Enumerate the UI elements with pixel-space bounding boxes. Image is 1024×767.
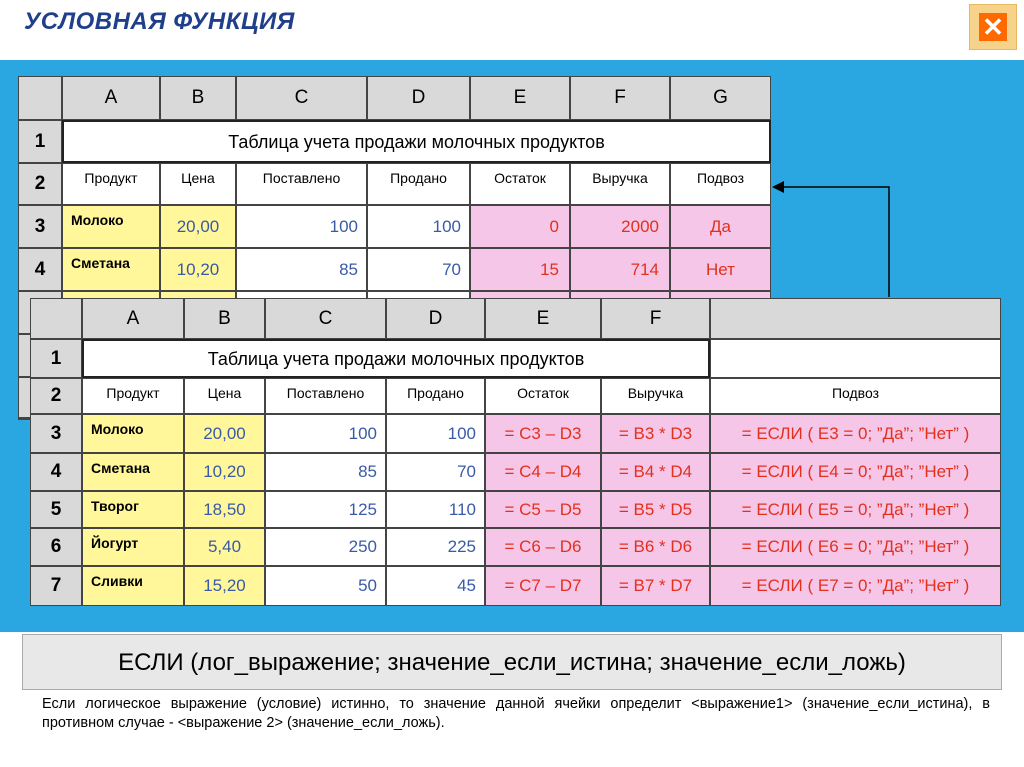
data-cell[interactable]: = ЕСЛИ ( E5 = 0; ”Да”; ”Нет” ) (710, 491, 1001, 528)
data-cell[interactable]: = ЕСЛИ ( E7 = 0; ”Да”; ”Нет” ) (710, 566, 1001, 606)
row-header[interactable]: 1 (30, 339, 82, 378)
page-title: УСЛОВНАЯ ФУНКЦИЯ (24, 8, 295, 35)
close-icon: ✕ (979, 13, 1007, 41)
data-cell[interactable]: Молоко (62, 205, 160, 248)
row-header[interactable]: 2 (18, 163, 62, 205)
row-header[interactable]: 5 (30, 491, 82, 528)
column-header[interactable]: F (570, 76, 670, 120)
data-cell[interactable]: = B6 * D6 (601, 528, 710, 566)
data-cell[interactable]: Сметана (82, 453, 184, 491)
data-cell[interactable]: 18,50 (184, 491, 265, 528)
corner-cell[interactable] (30, 298, 82, 339)
column-header[interactable]: B (160, 76, 236, 120)
data-cell[interactable]: 100 (236, 205, 367, 248)
data-cell[interactable]: Йогурт (82, 528, 184, 566)
row-header[interactable]: 4 (30, 453, 82, 491)
data-cell[interactable]: Творог (82, 491, 184, 528)
column-label[interactable]: Подвоз (670, 163, 771, 205)
data-cell[interactable]: 10,20 (160, 248, 236, 291)
data-cell[interactable]: 714 (570, 248, 670, 291)
data-cell[interactable]: Да (670, 205, 771, 248)
column-header[interactable]: A (82, 298, 184, 339)
table-title[interactable]: Таблица учета продажи молочных продуктов (82, 339, 710, 378)
column-label[interactable]: Цена (160, 163, 236, 205)
data-cell[interactable]: 100 (367, 205, 470, 248)
column-header[interactable]: E (470, 76, 570, 120)
data-cell[interactable]: = C4 – D4 (485, 453, 601, 491)
column-header[interactable]: D (386, 298, 485, 339)
column-label[interactable]: Поставлено (265, 378, 386, 414)
data-cell[interactable]: = C7 – D7 (485, 566, 601, 606)
data-cell[interactable]: 250 (265, 528, 386, 566)
data-cell[interactable]: 10,20 (184, 453, 265, 491)
data-cell[interactable]: 125 (265, 491, 386, 528)
column-label[interactable]: Остаток (485, 378, 601, 414)
column-label[interactable]: Выручка (570, 163, 670, 205)
data-cell[interactable]: = B4 * D4 (601, 453, 710, 491)
column-label[interactable]: Цена (184, 378, 265, 414)
column-header[interactable]: E (485, 298, 601, 339)
column-header[interactable]: C (265, 298, 386, 339)
column-header[interactable]: A (62, 76, 160, 120)
data-cell[interactable]: = B5 * D5 (601, 491, 710, 528)
data-cell[interactable]: 70 (386, 453, 485, 491)
row-header[interactable]: 4 (18, 248, 62, 291)
column-label[interactable]: Выручка (601, 378, 710, 414)
column-header[interactable]: B (184, 298, 265, 339)
data-cell[interactable]: 2000 (570, 205, 670, 248)
data-cell[interactable]: 20,00 (184, 414, 265, 453)
column-header[interactable]: D (367, 76, 470, 120)
column-header[interactable]: G (670, 76, 771, 120)
data-cell[interactable]: = ЕСЛИ ( E4 = 0; ”Да”; ”Нет” ) (710, 453, 1001, 491)
column-header[interactable]: C (236, 76, 367, 120)
data-cell[interactable]: = ЕСЛИ ( E6 = 0; ”Да”; ”Нет” ) (710, 528, 1001, 566)
syntax-box: ЕСЛИ (лог_выражение; значение_если_истина; значение_если_ложь) (22, 634, 1002, 690)
data-cell[interactable]: 0 (470, 205, 570, 248)
data-cell[interactable]: 15,20 (184, 566, 265, 606)
row-header[interactable]: 3 (30, 414, 82, 453)
data-cell[interactable]: 100 (265, 414, 386, 453)
column-header[interactable] (710, 298, 1001, 339)
data-cell[interactable]: = B3 * D3 (601, 414, 710, 453)
data-cell[interactable]: = C6 – D6 (485, 528, 601, 566)
blank-cell[interactable] (710, 339, 1001, 378)
data-cell[interactable]: 50 (265, 566, 386, 606)
data-cell[interactable]: Нет (670, 248, 771, 291)
row-header[interactable]: 1 (18, 120, 62, 163)
column-label[interactable]: Продукт (82, 378, 184, 414)
row-header[interactable]: 6 (30, 528, 82, 566)
data-cell[interactable]: 15 (470, 248, 570, 291)
row-header[interactable]: 2 (30, 378, 82, 414)
column-label[interactable]: Продано (367, 163, 470, 205)
column-label[interactable]: Поставлено (236, 163, 367, 205)
row-header[interactable]: 7 (30, 566, 82, 606)
data-cell[interactable]: Молоко (82, 414, 184, 453)
data-cell[interactable]: = ЕСЛИ ( E3 = 0; ”Да”; ”Нет” ) (710, 414, 1001, 453)
data-cell[interactable]: 45 (386, 566, 485, 606)
data-cell[interactable]: Сливки (82, 566, 184, 606)
column-label[interactable]: Подвоз (710, 378, 1001, 414)
data-cell[interactable]: 20,00 (160, 205, 236, 248)
data-cell[interactable]: 110 (386, 491, 485, 528)
data-cell[interactable]: 225 (386, 528, 485, 566)
data-cell[interactable]: = C3 – D3 (485, 414, 601, 453)
data-cell[interactable]: Сметана (62, 248, 160, 291)
column-label[interactable]: Остаток (470, 163, 570, 205)
data-cell[interactable]: 70 (367, 248, 470, 291)
row-header[interactable]: 3 (18, 205, 62, 248)
data-cell[interactable]: = C5 – D5 (485, 491, 601, 528)
column-label[interactable]: Продукт (62, 163, 160, 205)
table-title[interactable]: Таблица учета продажи молочных продуктов (62, 120, 771, 163)
data-cell[interactable]: 5,40 (184, 528, 265, 566)
column-label[interactable]: Продано (386, 378, 485, 414)
data-cell[interactable]: 85 (236, 248, 367, 291)
data-cell[interactable]: 85 (265, 453, 386, 491)
description-text: Если логическое выражение (условие) истинно, то значение данной ячейки определит <выражение1> (значение_если_истина), в противном случае - <выражение 2> (значение_если_ложь). (42, 696, 990, 731)
data-cell[interactable]: 100 (386, 414, 485, 453)
data-cell[interactable]: = B7 * D7 (601, 566, 710, 606)
column-header[interactable]: F (601, 298, 710, 339)
